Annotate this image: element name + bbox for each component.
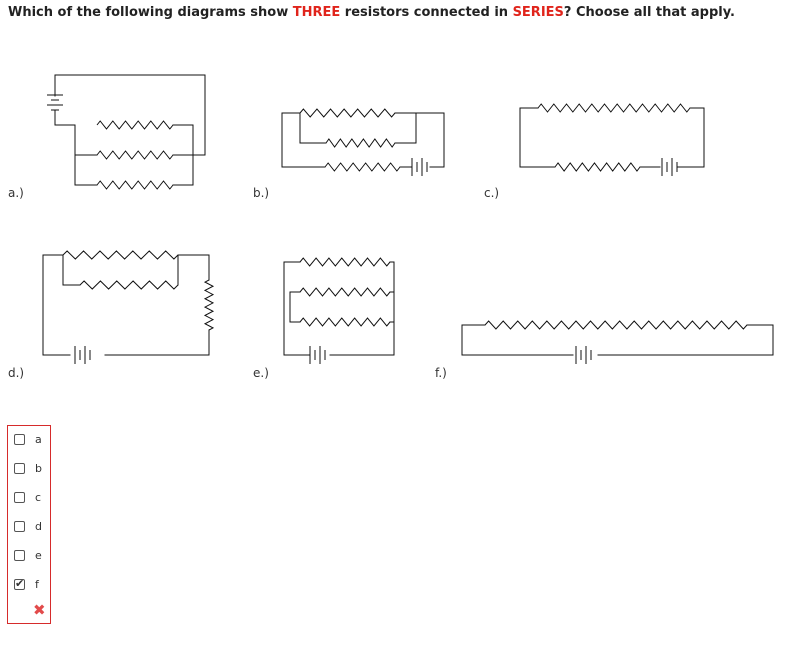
wire: [290, 292, 300, 322]
option-d[interactable]: [14, 518, 42, 534]
resistor-icon: [300, 109, 395, 117]
option-a[interactable]: [14, 431, 42, 447]
resistor-icon: [97, 121, 173, 129]
option-label-c: c: [35, 490, 42, 504]
checkbox-f[interactable]: [14, 576, 25, 590]
option-f[interactable]: [14, 576, 39, 592]
resistor-icon: [97, 181, 173, 189]
option-label-b: b: [35, 461, 42, 475]
wire: [462, 325, 573, 355]
wire: [63, 255, 80, 285]
resistor-icon: [300, 318, 390, 326]
resistor-icon: [326, 139, 395, 147]
wire: [395, 113, 444, 167]
diagram-label-f: f.): [435, 366, 447, 380]
diagram-label-b: b.): [253, 186, 270, 200]
wrong-x-icon: ✖: [33, 601, 46, 619]
option-b[interactable]: [14, 460, 42, 476]
emphasis-series: SERIES: [512, 5, 564, 20]
wire: [55, 75, 205, 155]
checkbox-d[interactable]: [14, 521, 25, 532]
checkbox-e[interactable]: [14, 550, 25, 561]
answer-options: [7, 425, 51, 624]
resistor-icon: [300, 288, 390, 296]
option-c[interactable]: [14, 489, 41, 505]
wire: [282, 113, 325, 167]
wire: [105, 330, 209, 355]
wire: [178, 255, 209, 280]
question-text: Which of the following diagrams show THREE resistors connected in SERIES? Choose all that apply.: [8, 5, 735, 20]
emphasis-three: THREE: [292, 5, 341, 20]
option-label-a: a: [35, 432, 42, 446]
wire: [300, 113, 326, 143]
wire: [55, 110, 75, 125]
wire: [284, 262, 310, 355]
diagram-label-e: e.): [253, 366, 269, 380]
option-e[interactable]: [14, 547, 42, 563]
resistor-icon: [555, 163, 640, 171]
diagram-label-c: c.): [484, 186, 500, 200]
diagram-label-d: d.): [8, 366, 25, 380]
diagram-label-a: a.): [8, 186, 24, 200]
wire: [520, 108, 555, 167]
resistor-icon: [300, 258, 390, 266]
wire: [43, 255, 70, 355]
wire: [395, 113, 416, 143]
resistor-icon: [80, 281, 178, 289]
wire: [330, 262, 394, 355]
resistor-icon: [97, 151, 173, 159]
option-label-d: d: [35, 519, 42, 533]
resistor-icon: [63, 251, 178, 259]
resistor-icon: [485, 321, 747, 329]
checkbox-b[interactable]: [14, 463, 25, 474]
option-label-e: e: [35, 548, 42, 562]
wire: [690, 108, 704, 167]
checkbox-a[interactable]: [14, 434, 25, 445]
checkmark-icon: ✔: [15, 576, 25, 590]
resistor-icon: [538, 104, 690, 112]
option-label-f: f: [35, 577, 39, 591]
resistor-icon: [325, 163, 400, 171]
wire: [598, 325, 773, 355]
resistor-icon: [205, 280, 213, 330]
checkbox-c[interactable]: [14, 492, 25, 503]
